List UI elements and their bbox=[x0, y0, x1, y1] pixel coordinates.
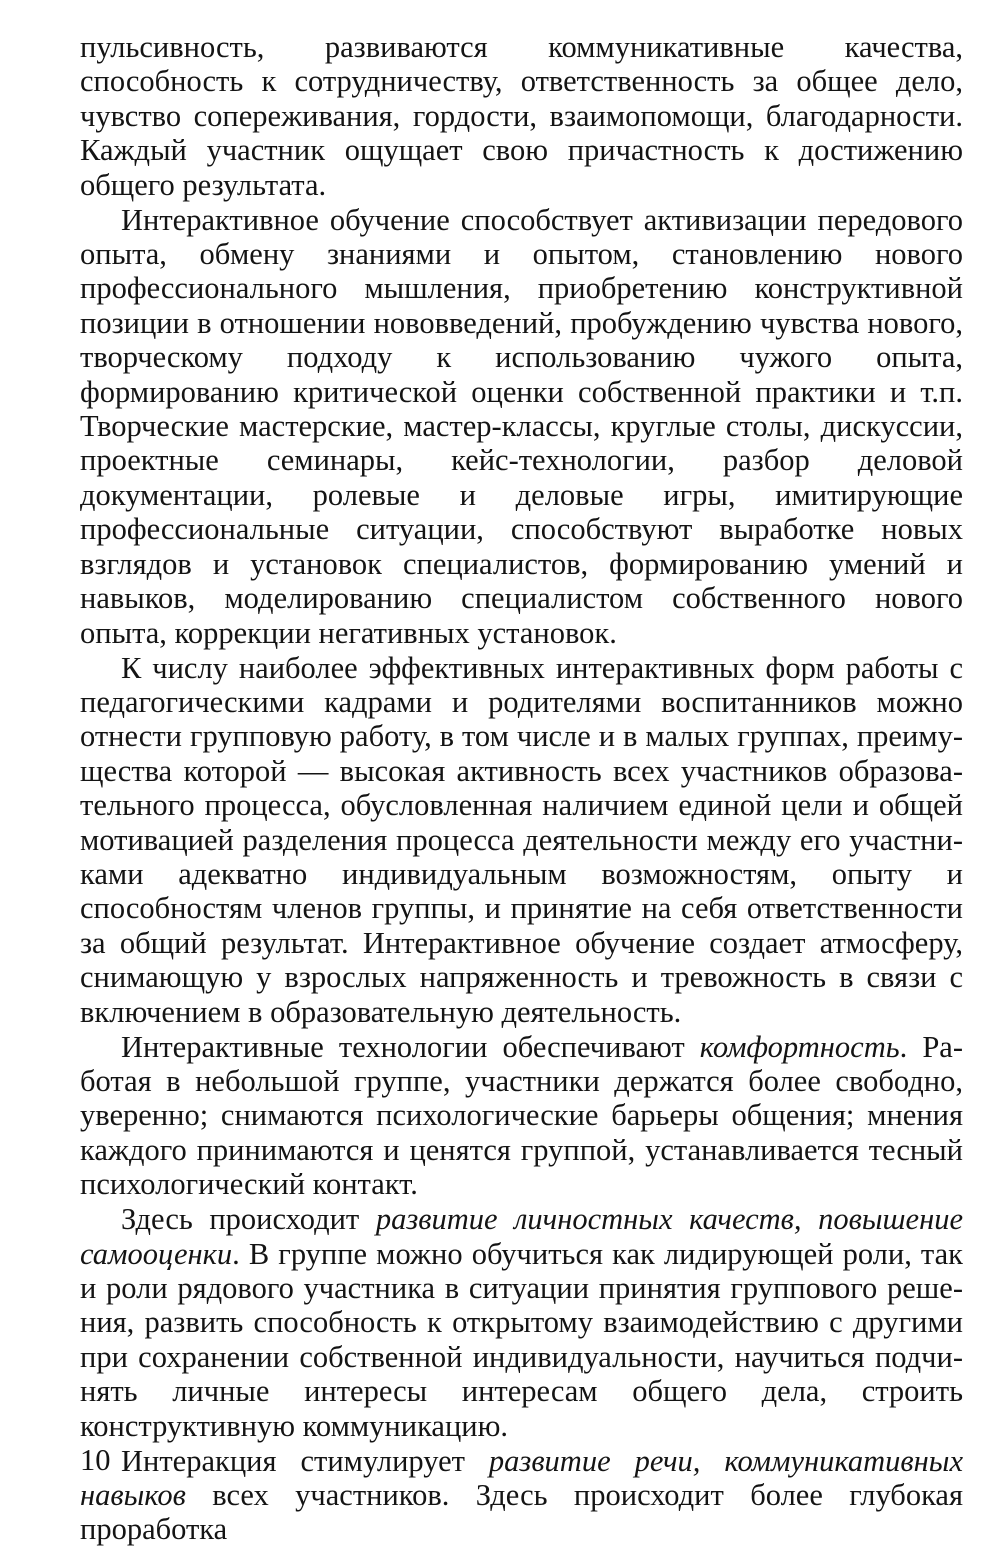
paragraph-3-text: К числу наиболее эффективных интерактивных форм работы с педагогическими кадрами и родителями воспитанников можно отнести групповую работу, в том числе и в малых группах, преимущества которой — высокая активность всех участников образовательного процесса, обусловленная наличием единой цели и общей мотивацией разделения процесса деятельности между его участниками адекватно индивидуальным возможностям, опыту и способностям членов группы, и принятие на себя ответственности за общий результат. Интерактивное обучение создает атмосферу, снимающую у взрослых напряженность и тревожность в связи с включением в образовательную деятельность. bbox=[80, 650, 963, 1029]
paragraph-3 bbox=[80, 651, 963, 1029]
paragraph-5-text: . В группе можно обучиться как лидирующей роли, так и роли рядового участника в ситуации принятия группового решения, развить способность к открытому взаимодействию с другими при сохранении собственной индивидуальности, научиться подчинять личные интересы интересам общего дела, строить конструктивную коммуникацию. bbox=[80, 1236, 963, 1443]
paragraph-6-text: всех участников. Здесь происходит более глубокая проработка bbox=[80, 1478, 963, 1547]
paragraph-6 bbox=[80, 1444, 963, 1547]
paragraph-2-text: Интерактивное обучение способствует активизации передового опыта, обмену знаниями и опытом, становлению нового профессионального мышления, приобретению конструктивной позиции в отношении нововведений, пробуждению чувства нового, творческому подходу к использованию чужого опыта, формированию критической оценки собственной практики и т.п. Творческие мастерские, мастер-классы, круглые столы, дискуссии, проектные семинары, кейс-технологии, разбор деловой документации, ролевые и деловые игры, имитирующие профессиональные ситуации, способствуют выработке новых взглядов и установок специалистов, формированию умений и навыков, моделированию специалистом собственного нового опыта, коррекции негативных установок. bbox=[80, 202, 963, 650]
paragraph-4-text: . Работая в небольшой группе, участники держатся более свободно, уверенно; снимаются психологические барьеры общения; мнения каждого принимаются и ценятся группой, устанавливается тесный психологический контакт. bbox=[80, 1029, 963, 1202]
paragraph-1-text: пульсивность, развиваются коммуникативные качества, способность к сотрудничеству, ответственность за общее дело, чувство сопереживания, гордости, взаимопомощи, благодарности. Каждый участник ощущает свою причастность к достижению общего результата. bbox=[80, 30, 963, 202]
paragraph-5-text: Здесь происходит bbox=[121, 1202, 376, 1237]
page-body bbox=[80, 30, 963, 1547]
paragraph-1 bbox=[80, 30, 963, 202]
page-number: 10 bbox=[80, 1443, 111, 1477]
paragraph-6-emphasis: развитие речи, коммуникативных навыков bbox=[80, 1443, 963, 1513]
paragraph-4 bbox=[80, 1030, 963, 1202]
paragraph-2 bbox=[80, 203, 963, 650]
paragraph-5-emphasis: развитие личностных качеств, повышение самооценки bbox=[80, 1202, 963, 1271]
paragraph-5 bbox=[80, 1202, 963, 1443]
paragraph-4-text: Интерактивные технологии обеспечивают bbox=[121, 1029, 700, 1064]
paragraph-4-emphasis: комфортность bbox=[699, 1029, 900, 1064]
paragraph-6-text: Интеракция стимулирует bbox=[121, 1443, 489, 1478]
